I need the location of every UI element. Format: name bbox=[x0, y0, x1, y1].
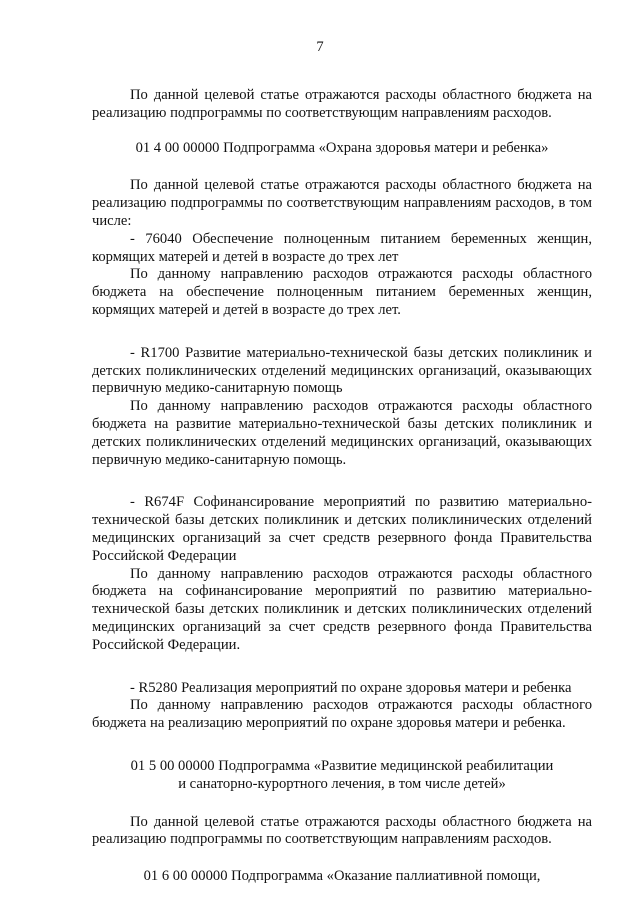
paragraph-subprogram-014-intro: По данной целевой статье отражаются расходы областного бюджета на реализацию подпрограммы по соответствующим направлениям расходов, в том числе: bbox=[92, 177, 592, 229]
item-76040-title: - 76040 Обеспечение полноценным питанием беременных женщин, кормящих матерей и детей в возрасте до трех лет bbox=[92, 230, 592, 265]
heading-subprogram-015-line1: 01 5 00 00000 Подпрограмма «Развитие медицинской реабилитации bbox=[130, 757, 554, 774]
item-r1700-title: - R1700 Развитие материально-технической базы детских поликлиник и детских поликлинических отделений медицинских организаций, оказывающих первичную медико-санитарную помощь bbox=[92, 344, 592, 397]
document-body bbox=[92, 87, 592, 886]
heading-subprogram-016: 01 6 00 00000 Подпрограмма «Оказание паллиативной помощи, bbox=[143, 868, 541, 885]
paragraph-subprogram-intro: По данной целевой статье отражаются расходы областного бюджета на реализацию подпрограммы по соответствующим направлениям расходов. bbox=[92, 87, 592, 121]
page-number: 7 bbox=[316, 39, 324, 55]
item-r5280-description: По данному направлению расходов отражаются расходы областного бюджета на реализацию мероприятий по охране здоровья матери и ребенка. bbox=[92, 697, 592, 732]
heading-subprogram-014: 01 4 00 00000 Подпрограмма «Охрана здоровья матери и ребенка» bbox=[135, 139, 549, 156]
item-r1700-description: По данному направлению расходов отражаются расходы областного бюджета на развитие материально-технической базы детских поликлиник и детских поликлинических отделений медицинских организаций, оказывающих первичную медико-санитарную помощь. bbox=[92, 398, 592, 468]
item-r674f-title: - R674F Софинансирование мероприятий по развитию материально-технической базы детских поликлиник и детских поликлинических отделений медицинских организаций за счет средств резервного фонда Правительства Российской Федерации bbox=[92, 494, 592, 564]
heading-subprogram-015-line2: и санаторно-курортного лечения, в том числе детей» bbox=[178, 775, 506, 792]
item-r5280-title: - R5280 Реализация мероприятий по охране здоровья матери и ребенка bbox=[130, 679, 572, 696]
paragraph-subprogram-015-intro: По данной целевой статье отражаются расходы областного бюджета на реализацию подпрограммы по соответствующим направлениям расходов. bbox=[92, 813, 592, 848]
heading-subprogram-015 bbox=[92, 758, 592, 794]
item-r674f-description: По данному направлению расходов отражаются расходы областного бюджета на софинансирование мероприятий по развитию материально-технической базы детских поликлиник и детских поликлинических отделений медицинских организаций за счет средств резервного фонда Правительства Российской Федерации. bbox=[92, 565, 592, 653]
item-76040-description: По данному направлению расходов отражаются расходы областного бюджета на обеспечение полноценным питанием беременных женщин, кормящих матерей и детей в возрасте до трех лет. bbox=[92, 266, 592, 318]
